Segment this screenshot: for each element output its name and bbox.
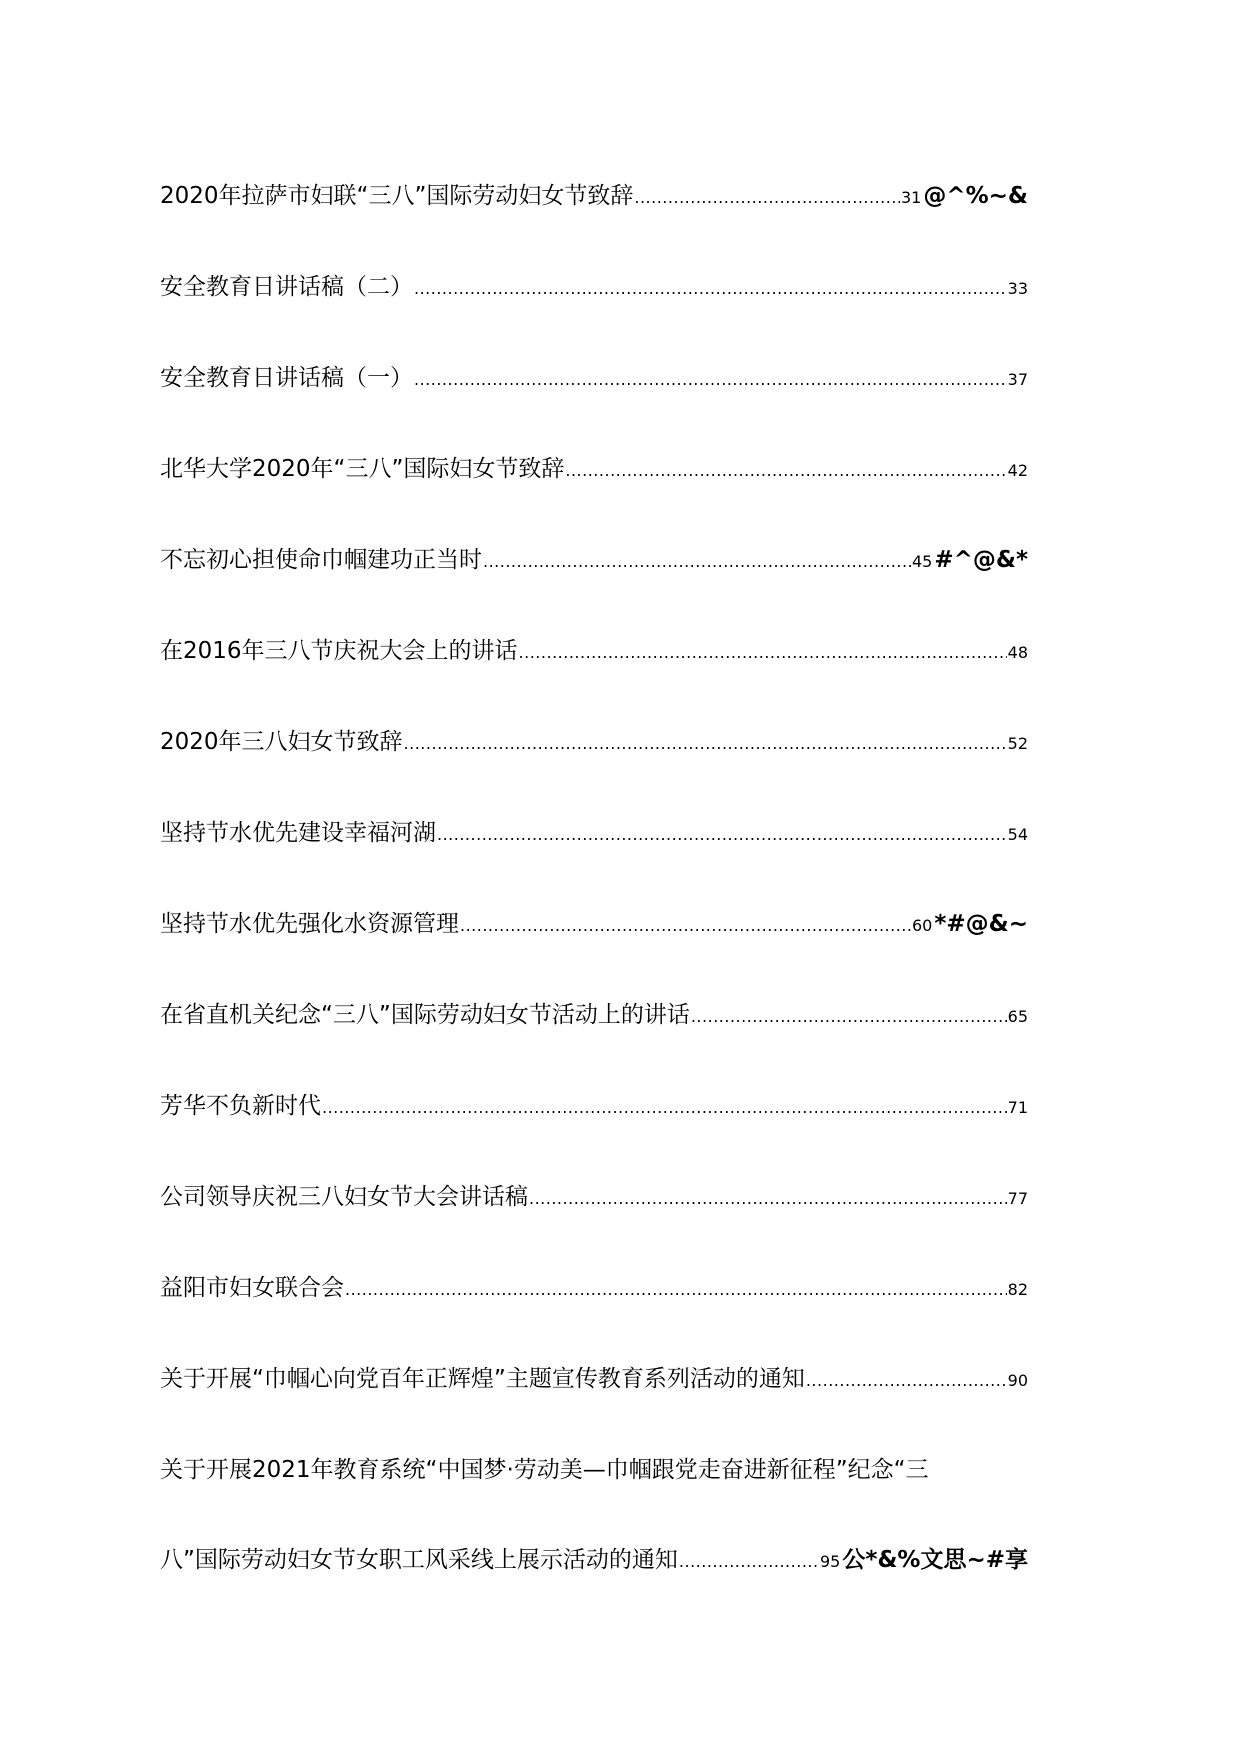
toc-entry[interactable] — [160, 1364, 1028, 1396]
toc-entry[interactable] — [160, 545, 1028, 577]
dot-leader — [691, 1002, 1007, 1032]
toc-entry-page: 95 — [819, 1552, 841, 1571]
toc-entry[interactable] — [160, 181, 1028, 213]
toc-entry[interactable] — [160, 272, 1028, 304]
toc-entry-page: 77 — [1007, 1189, 1028, 1208]
dot-leader — [414, 274, 1007, 304]
toc-entry-title: 关于开展“巾帼心向党百年正辉煌”主题宣传教育系列活动的通知 — [160, 1366, 805, 1392]
toc-entry-title: 芳华不负新时代 — [160, 1093, 321, 1119]
toc-entry[interactable] — [160, 454, 1028, 486]
toc-entry-title: 北华大学2020年“三八”国际妇女节致辞 — [160, 456, 565, 482]
toc-entry-title: 公司领导庆祝三八妇女节大会讲话稿 — [160, 1184, 528, 1210]
toc-entry-title: 安全教育日讲话稿（二） — [160, 274, 413, 300]
dot-leader — [460, 911, 911, 941]
toc-entry-page: 48 — [1007, 643, 1028, 662]
toc-entry[interactable] — [160, 1000, 1028, 1032]
toc-entry-page: 82 — [1007, 1280, 1028, 1299]
toc-entry[interactable] — [160, 1182, 1028, 1214]
toc-entry-page: 71 — [1007, 1098, 1028, 1117]
dot-leader — [437, 820, 1007, 850]
toc-entry-page: 31 — [900, 188, 922, 207]
toc-entry[interactable] — [160, 818, 1028, 850]
dot-leader — [519, 638, 1007, 668]
toc-entry-title: 益阳市妇女联合会 — [160, 1275, 344, 1301]
toc-entry-page: 65 — [1007, 1007, 1028, 1026]
toc-entry-title-line1: 关于开展2021年教育系统“中国梦·劳动美—巾帼跟党走奋进新征程”纪念“三 — [160, 1457, 929, 1483]
toc-entry-title: 2020年三八妇女节致辞 — [160, 729, 403, 755]
dot-leader — [679, 1547, 819, 1577]
toc-entry[interactable] — [160, 1455, 1028, 1577]
toc-entry-page: 42 — [1007, 461, 1028, 480]
toc-entry-page: 33 — [1007, 279, 1028, 298]
dot-leader — [483, 547, 911, 577]
toc-entry-title: 2020年拉萨市妇联“三八”国际劳动妇女节致辞 — [160, 183, 634, 209]
toc-entry-title: 安全教育日讲话稿（一） — [160, 365, 413, 391]
dot-leader — [414, 365, 1007, 395]
dot-leader — [404, 729, 1007, 759]
watermark-symbols: *#@&~ — [934, 911, 1028, 937]
watermark-symbols: 公*&%文思~#享 — [842, 1547, 1028, 1573]
toc-entry[interactable] — [160, 1091, 1028, 1123]
toc-entry[interactable] — [160, 909, 1028, 941]
toc-entry[interactable] — [160, 1273, 1028, 1305]
toc-entry-page: 37 — [1007, 370, 1028, 389]
toc-entry[interactable] — [160, 636, 1028, 668]
toc-entry-title: 坚持节水优先建设幸福河湖 — [160, 820, 436, 846]
toc-entry-title-line2: 八”国际劳动妇女节女职工风采线上展示活动的通知 — [160, 1547, 678, 1573]
dot-leader — [322, 1093, 1007, 1123]
watermark-symbols: #^@&* — [934, 547, 1028, 573]
toc-entry-title: 不忘初心担使命巾帼建功正当时 — [160, 547, 482, 573]
dot-leader — [634, 183, 900, 213]
toc-entry-page: 45 — [912, 552, 933, 571]
dot-leader — [565, 456, 1006, 486]
toc-entry-title: 在2016年三八节庆祝大会上的讲话 — [160, 638, 518, 664]
dot-leader — [529, 1184, 1007, 1214]
dot-leader — [345, 1275, 1007, 1305]
toc-entry-page: 60 — [912, 916, 933, 935]
toc-entry-line2 — [160, 1545, 1028, 1577]
toc-entry-page: 90 — [1007, 1371, 1028, 1390]
toc-entry-title: 坚持节水优先强化水资源管理 — [160, 911, 459, 937]
watermark-symbols: @^%~& — [923, 183, 1028, 209]
toc-entry[interactable] — [160, 727, 1028, 759]
toc-entry[interactable] — [160, 363, 1028, 395]
toc-entry-page: 54 — [1007, 825, 1028, 844]
toc-entry-page: 52 — [1007, 734, 1028, 753]
dot-leader — [806, 1366, 1007, 1396]
toc-entry-title: 在省直机关纪念“三八”国际劳动妇女节活动上的讲话 — [160, 1002, 690, 1028]
